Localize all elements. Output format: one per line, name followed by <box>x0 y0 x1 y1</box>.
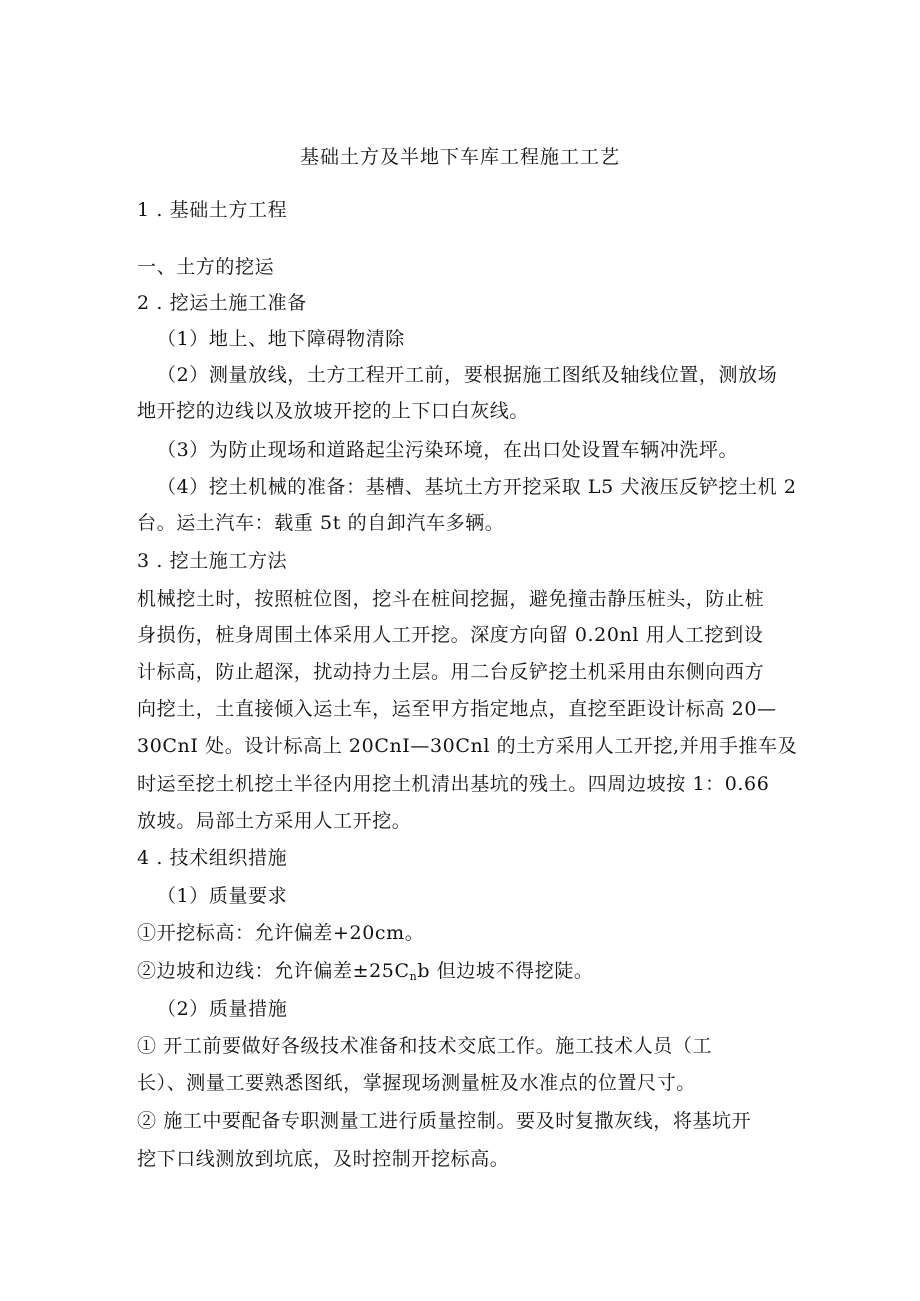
list-item: ① 开工前要做好各级技术准备和技术交底工作。施工技术人员（工 <box>137 1035 713 1057</box>
subsection-heading: 一、土方的挖运 <box>137 256 275 278</box>
section-heading: 2 . 挖运土施工准备 <box>137 292 307 314</box>
subscript: n <box>409 970 418 983</box>
paragraph-line: 计标高，防止超深，扰动持力土层。用二台反铲挖土机采用由东侧向西方 <box>137 661 765 683</box>
paragraph-line: 放坡。局部土方采用人工开挖。 <box>137 810 412 832</box>
paragraph-line: 地开挖的边线以及放坡开挖的上下口白灰线。 <box>137 400 530 422</box>
section-heading: 3 . 挖土施工方法 <box>137 550 288 572</box>
list-item: （2）质量措施 <box>157 998 288 1020</box>
list-item: ①开挖标高：允许偏差+20cm。 <box>137 922 425 944</box>
list-item: （3）为防止现场和道路起尘污染环境，在出口处设置车辆冲洗坪。 <box>157 439 739 461</box>
section-heading: 4 . 技术组织措施 <box>137 847 288 869</box>
document-title: 基础土方及半地下车库工程施工工艺 <box>299 146 620 168</box>
paragraph-line: 30CnI 处。设计标高上 20CnI—30Cnl 的土方采用人工开挖,并用手推车及 <box>137 735 798 757</box>
section-heading: 1 . 基础土方工程 <box>137 199 288 221</box>
paragraph-line: 机械挖土时，按照桩位图，挖斗在桩间挖掘，避免撞击静压桩头，防止桩 <box>137 588 765 610</box>
list-item: （4）挖土机械的准备：基槽、基坑土方开挖采取 L5 犬液压反铲挖土机 2 <box>157 476 797 498</box>
list-item: （2）测量放线，土方工程开工前，要根据施工图纸及轴线位置，测放场 <box>157 364 778 386</box>
paragraph-line: 身损伤，桩身周围土体采用人工开挖。深度方向留 0.20nl 用人工挖到设 <box>137 624 764 646</box>
list-item <box>137 959 787 989</box>
paragraph-line: 长）、测量工要熟悉图纸，掌握现场测量桩及水准点的位置尺寸。 <box>137 1072 696 1094</box>
paragraph-line: 挖下口线测放到坑底，及时控制开挖标高。 <box>137 1148 510 1170</box>
line-text: b 但边坡不得挖陡。 <box>417 960 594 982</box>
list-item: （1）地上、地下障碍物清除 <box>157 328 405 350</box>
list-item: （1）质量要求 <box>157 885 288 907</box>
paragraph-line: 台。运土汽车：载重 5t 的自卸汽车多辆。 <box>137 512 505 534</box>
paragraph-line: 时运至挖土机挖土半径内用挖土机清出基坑的残土。四周边坡按 1：0.66 <box>137 773 770 795</box>
line-text: ②边坡和边线：允许偏差±25C <box>137 960 410 982</box>
paragraph-line: 向挖土，土直接倾入运土车，运至甲方指定地点，直挖至距设计标高 20— <box>137 698 777 720</box>
list-item: ② 施工中要配备专职测量工进行质量控制。要及时复撒灰线，将基坑开 <box>137 1110 752 1132</box>
